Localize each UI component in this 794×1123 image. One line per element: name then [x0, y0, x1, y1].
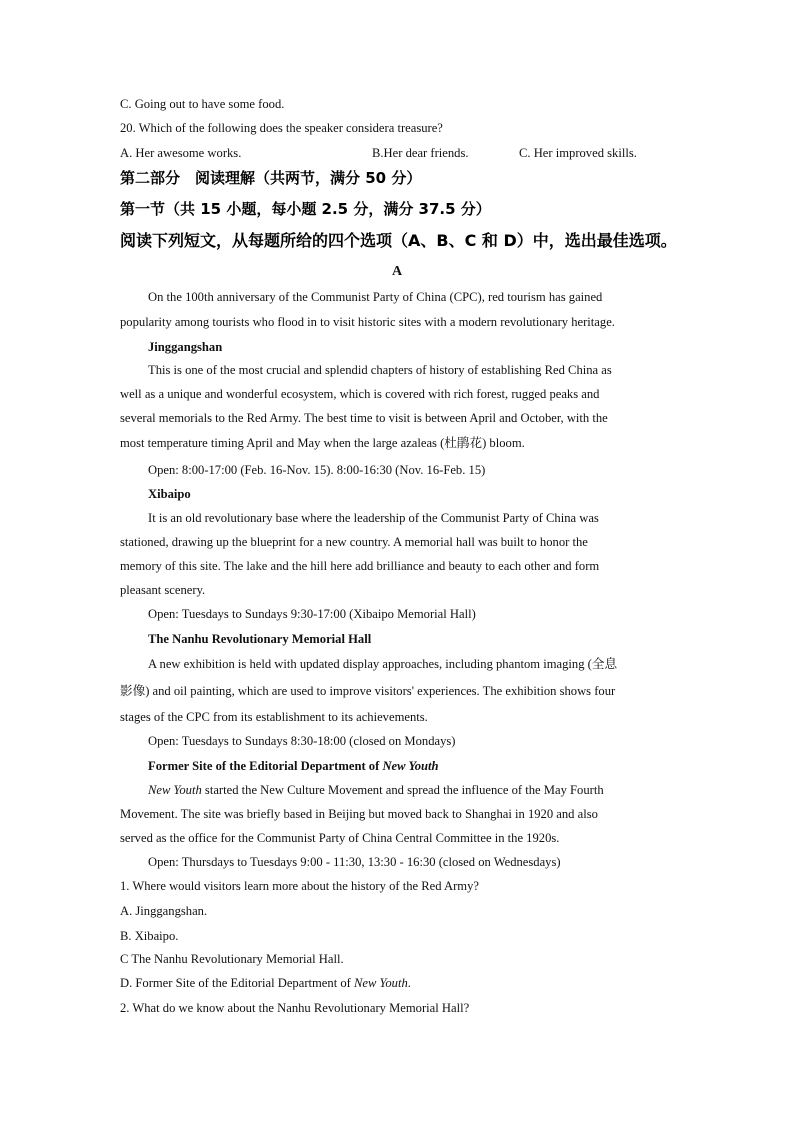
- q19-option-c: C. Going out to have some food.: [120, 97, 285, 111]
- site-body-line: It is an old revolutionary base where the leadership of the Communist Party of China was: [148, 511, 599, 525]
- site-heading-em: New Youth: [382, 759, 439, 773]
- site-body-line: stages of the CPC from its establishment to its achievements.: [120, 710, 428, 724]
- q20-option-c: C. Her improved skills.: [519, 146, 637, 160]
- site-open-hours: Open: Tuesdays to Sundays 8:30-18:00 (closed on Mondays): [148, 734, 456, 748]
- site-heading-nanhu: The Nanhu Revolutionary Memorial Hall: [148, 632, 372, 646]
- site-body-line: pleasant scenery.: [120, 583, 206, 597]
- intro-line-2: popularity among tourists who flood in to visit historic sites with a modern revolutionary heritage.: [120, 315, 615, 329]
- q1-stem: 1. Where would visitors learn more about the history of the Red Army?: [120, 879, 479, 893]
- q1-option-d-prefix: D. Former Site of the Editorial Department of: [120, 976, 354, 990]
- site-body-line: A new exhibition is held with updated display approaches, including phantom imaging (全息: [148, 657, 618, 671]
- subsection-title: 第一节（共 15 小题，每小题 2.5 分，满分 37.5 分）: [120, 200, 491, 218]
- site-heading-jinggangshan: Jinggangshan: [148, 340, 223, 354]
- passage-label: A: [391, 264, 403, 279]
- q1-option-d: [120, 977, 411, 990]
- q1-option-a: A. Jinggangshan.: [120, 904, 208, 918]
- site-body-line: several memorials to the Red Army. The best time to visit is between April and October, with the: [120, 411, 608, 425]
- site-body-line: stationed, drawing up the blueprint for a new country. A memorial hall was built to honor the: [120, 535, 588, 549]
- site-heading-prefix: Former Site of the Editorial Department of: [148, 759, 383, 773]
- site-body-line: This is one of the most crucial and splendid chapters of history of establishing Red China as: [148, 363, 612, 377]
- site-body-line: Movement. The site was briefly based in Beijing but moved back to Shanghai in 1920 and also: [120, 807, 598, 821]
- site-open-hours: Open: Thursdays to Tuesdays 9:00 - 11:30, 13:30 - 16:30 (closed on Wednesdays): [148, 855, 561, 869]
- site-body-line: well as a unique and wonderful ecosystem, which is covered with rich forest, rugged peaks and: [120, 387, 600, 401]
- q1-option-c: C The Nanhu Revolutionary Memorial Hall.: [120, 952, 344, 966]
- site-body-line: memory of this site. The lake and the hill here add brilliance and beauty to each other and form: [120, 559, 600, 573]
- q1-option-d-em: New Youth: [353, 976, 408, 990]
- site-body-line: most temperature timing April and May when the large azaleas (杜鹃花) bloom.: [120, 436, 525, 450]
- site-body-line: [148, 784, 604, 797]
- q20-stem: 20. Which of the following does the speaker considera treasure?: [120, 121, 443, 135]
- site-body-line: served as the office for the Communist Party of China Central Committee in the 1920s.: [120, 831, 560, 845]
- site-body-rest: started the New Culture Movement and spread the influence of the May Fourth: [201, 783, 604, 797]
- q20-option-b: B.Her dear friends.: [372, 146, 469, 160]
- site-body-em: New Youth: [148, 783, 202, 797]
- site-body-line: 影像) and oil painting, which are used to improve visitors' experiences. The exhibition shows four: [120, 684, 616, 698]
- intro-line-1: On the 100th anniversary of the Communist Party of China (CPC), red tourism has gained: [148, 290, 603, 304]
- q1-option-b: B. Xibaipo.: [120, 929, 179, 943]
- instruction: 阅读下列短文，从每题所给的四个选项（A、B、C 和 D）中，选出最佳选项。: [120, 231, 677, 250]
- site-heading-new-youth: [148, 760, 439, 773]
- q1-option-d-suffix: .: [407, 976, 411, 990]
- site-heading-xibaipo: Xibaipo: [148, 487, 191, 501]
- site-open-hours: Open: 8:00-17:00 (Feb. 16-Nov. 15). 8:00-16:30 (Nov. 16-Feb. 15): [148, 463, 486, 477]
- part-title: 第二部分 阅读理解（共两节，满分 50 分）: [120, 169, 422, 187]
- q2-stem: 2. What do we know about the Nanhu Revolutionary Memorial Hall?: [120, 1001, 470, 1015]
- q20-option-a: A. Her awesome works.: [120, 146, 242, 160]
- site-open-hours: Open: Tuesdays to Sundays 9:30-17:00 (Xibaipo Memorial Hall): [148, 607, 476, 621]
